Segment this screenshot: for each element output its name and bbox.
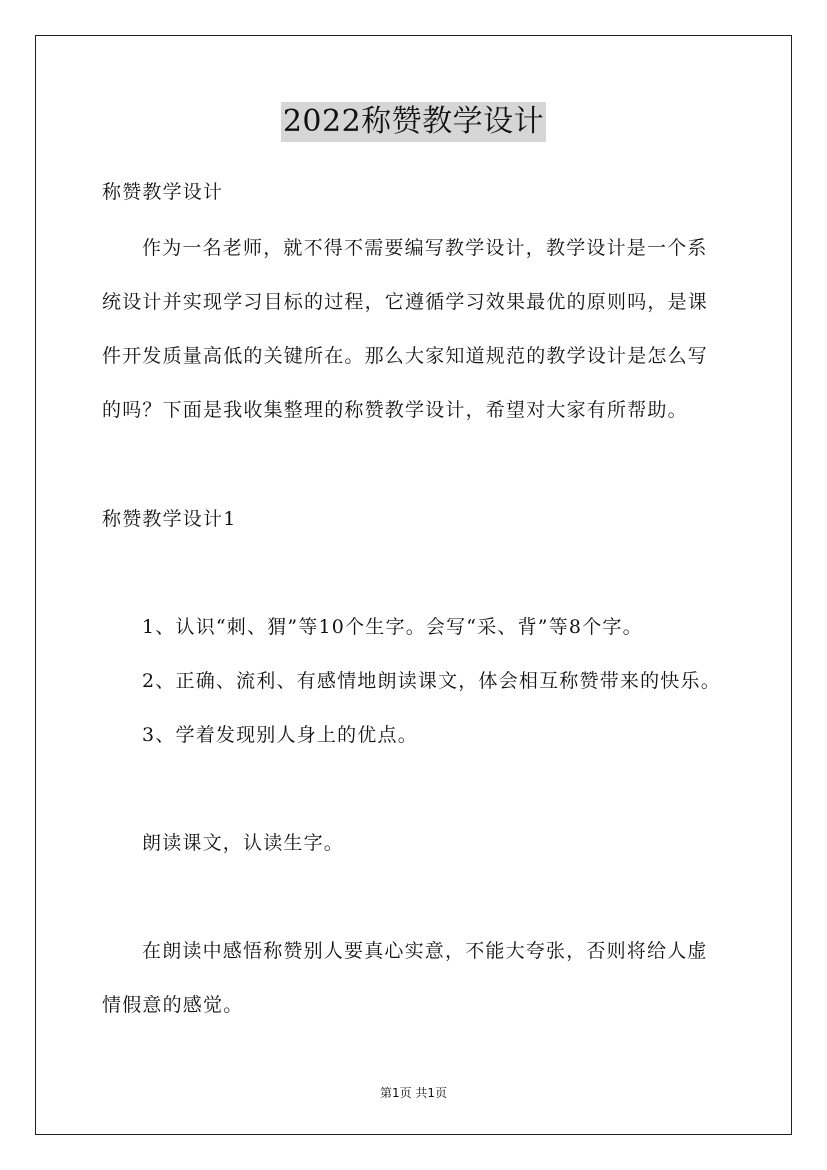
intro-line-4: 的吗？下面是我收集整理的称赞教学设计，希望对大家有所帮助。 xyxy=(102,399,688,421)
difficulty-line-2: 情假意的感觉。 xyxy=(102,994,244,1016)
goal-item: 1、认识“刺、猬”等10个生字。会写“采、背”等8个字。 xyxy=(142,616,643,638)
document-title: 2022称赞教学设计 xyxy=(281,102,546,142)
goal-item: 2、正确、流利、有感情地朗读课文，体会相互称赞带来的快乐。 xyxy=(142,670,721,692)
section-heading: 称赞教学设计1 xyxy=(102,508,237,530)
page-footer: 第1页 共1页 xyxy=(379,1086,448,1100)
key-point: 朗读课文，认读生字。 xyxy=(142,832,345,854)
intro-line-1: 作为一名老师，就不得不需要编写教学设计，教学设计是一个系 xyxy=(142,237,708,259)
intro-line-3: 件开发质量高低的关键所在。那么大家知道规范的教学设计是怎么写 xyxy=(102,345,709,367)
goal-item: 3、学着发现别人身上的优点。 xyxy=(142,724,418,746)
title-container xyxy=(0,102,827,142)
doc-heading: 称赞教学设计 xyxy=(102,181,224,203)
difficulty-line-1: 在朗读中感悟称赞别人要真心实意，不能大夸张，否则将给人虚 xyxy=(142,940,708,962)
intro-line-2: 统设计并实现学习目标的过程，它遵循学习效果最优的原则吗，是课 xyxy=(102,291,709,313)
